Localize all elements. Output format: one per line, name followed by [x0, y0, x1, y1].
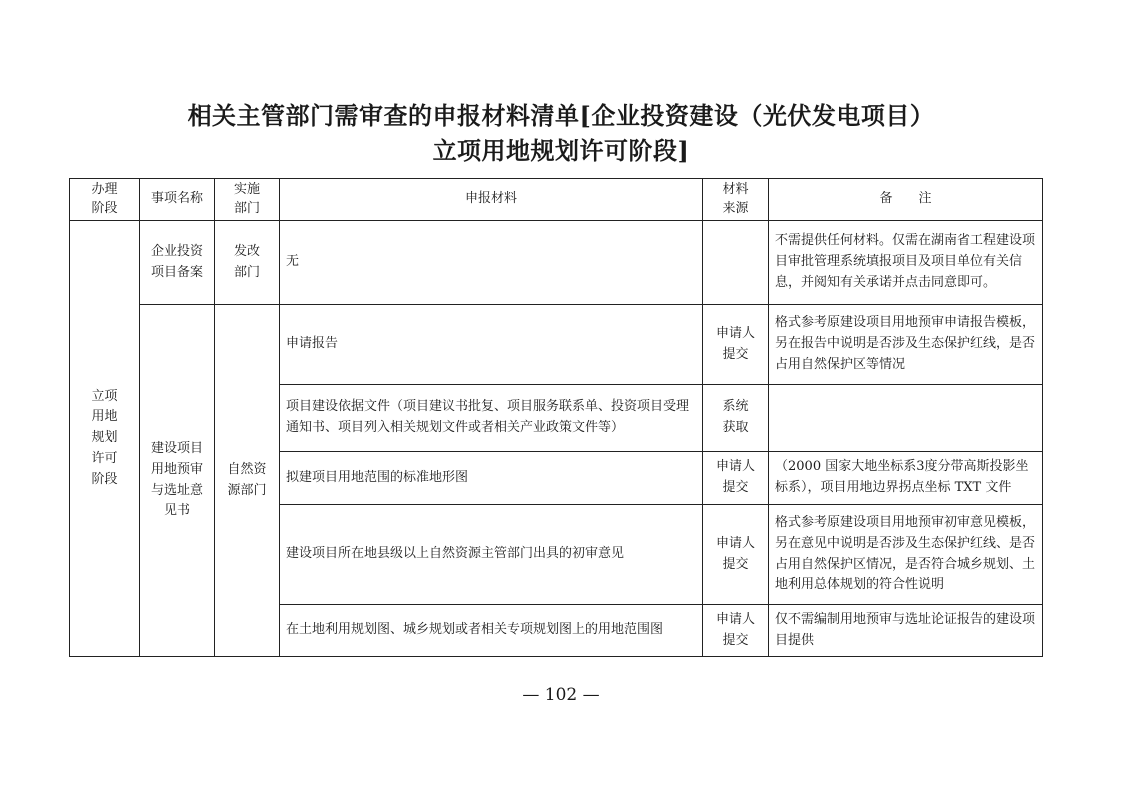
group1-remark-text: 不需提供任何材料。仅需在湖南省工程建设项目审批管理系统填报项目及项目单位有关信息，并阅知有关承诺并点击同意即可。: [775, 233, 1036, 290]
page-title-line2: 立项用地规划许可阶段]: [432, 136, 690, 165]
group1-remark-cell: [769, 221, 1043, 305]
remark-text: （2000 国家大地坐标系3度分带高斯投影坐标系），项目用地边界拐点坐标 TXT 文件: [775, 459, 1029, 495]
group2-item-text: 建设项目 用地预审 与选址意 见书: [150, 440, 203, 519]
group1-material-text: 无: [286, 254, 300, 270]
remark-cell: [769, 505, 1043, 605]
table-header-row: [70, 179, 1043, 221]
material-text: 拟建项目用地范围的标准地形图: [286, 469, 469, 485]
material-text: 申请报告: [286, 336, 339, 352]
material-cell: [280, 385, 703, 452]
group2-dept-text: 自然资 源部门: [227, 461, 267, 498]
page-number: — 102 —: [522, 685, 600, 705]
source-cell: [703, 605, 769, 657]
header-source-text: 材料 来源: [722, 182, 749, 216]
page-title-line1: 相关主管部门需审查的申报材料清单[企业投资建设（光伏发电项目）: [187, 101, 935, 130]
header-stage: [70, 179, 140, 221]
header-dept: [215, 179, 280, 221]
group2-item-cell: [140, 305, 215, 657]
header-dept-text: 实施 部门: [233, 182, 260, 216]
group1-dept-text: 发改 部门: [233, 243, 260, 280]
source-text: 申请人 提交: [715, 611, 755, 648]
remark-text: 格式参考原建设项目用地预审初审意见模板，另在意见中说明是否涉及生态保护红线、是否占用自然保护区情况，是否符合城乡规划、土地利用总体规划的符合性说明: [775, 514, 1036, 593]
materials-table: [69, 178, 1043, 657]
group1-item-text: 企业投资 项目备案: [150, 243, 203, 280]
remark-cell: [769, 605, 1043, 657]
header-source: [703, 179, 769, 221]
header-item-text: 事项名称: [150, 191, 203, 207]
group1-source-cell: [703, 221, 769, 305]
header-item: [140, 179, 215, 221]
source-cell: [703, 385, 769, 452]
remark-text: 格式参考原建设项目用地预审申请报告模板，另在报告中说明是否涉及生态保护红线，是否占用自然保护区等情况: [775, 315, 1036, 372]
material-cell: [280, 605, 703, 657]
material-cell: [280, 505, 703, 605]
group1-item-cell: [140, 221, 215, 305]
source-text: 申请人 提交: [715, 459, 755, 495]
header-remarks-text: 备 注: [879, 191, 932, 207]
remark-cell: [769, 385, 1043, 452]
material-text: 项目建设依据文件（项目建议书批复、项目服务联系单、投资项目受理通知书、项目列入相关规划文件或者相关产业政策文件等）: [286, 399, 690, 435]
remark-cell: [769, 452, 1043, 505]
stage-text: 立项 用地 规划 许可 阶段: [91, 388, 118, 487]
source-cell: [703, 452, 769, 505]
source-cell: [703, 305, 769, 385]
group1-dept-cell: [215, 221, 280, 305]
header-stage-text: 办理 阶段: [91, 182, 118, 216]
material-text: 建设项目所在地县级以上自然资源主管部门出具的初审意见: [286, 546, 625, 562]
table-row: [70, 221, 1043, 305]
source-text: 系统 获取: [722, 399, 749, 435]
header-materials: [280, 179, 703, 221]
material-text: 在土地利用规划图、城乡规划或者相关专项规划图上的用地范围图: [286, 622, 664, 638]
group2-dept-cell: [215, 305, 280, 657]
group1-material-cell: [280, 221, 703, 305]
header-materials-text: 申报材料: [464, 191, 517, 207]
source-text: 申请人 提交: [715, 535, 755, 572]
material-cell: [280, 452, 703, 505]
header-remarks: [769, 179, 1043, 221]
remark-cell: [769, 305, 1043, 385]
remark-text: 仅不需编制用地预审与选址论证报告的建设项目提供: [775, 611, 1036, 648]
material-cell: [280, 305, 703, 385]
stage-cell: [70, 221, 140, 657]
source-cell: [703, 505, 769, 605]
table-row: [70, 305, 1043, 385]
source-text: 申请人 提交: [715, 325, 755, 362]
